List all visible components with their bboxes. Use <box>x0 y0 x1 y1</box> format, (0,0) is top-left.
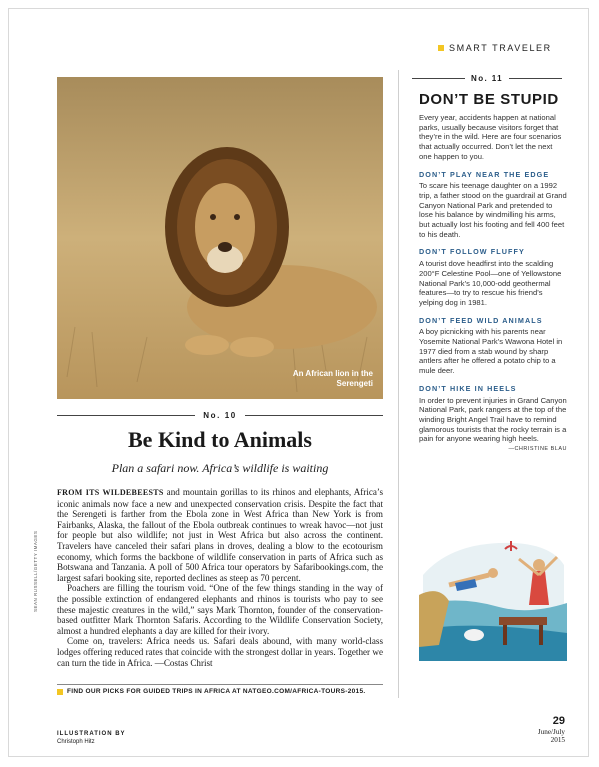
sidebar-heading-1: DON’T PLAY NEAR THE EDGE <box>419 169 550 179</box>
article-title: Be Kind to Animals <box>128 427 312 452</box>
paragraph-3: Come on, travelers: Africa needs us. Safari deals abound, with many world-class lodges offering reduced rates that coincide with the strongest dollar in years. Together we can turn the tide in Africa. —Costas Christ <box>57 636 383 668</box>
sidebar-title: DON’T BE STUPID <box>419 91 559 108</box>
cartoon-illustration-art <box>419 535 567 661</box>
sidebar-intro: Every year, accidents happen at national parks, usually because visitors forget that they’re in the wild. Here are four scenarios that actually occurred. Don’t let the next one happen to you. <box>419 113 562 161</box>
sidebar-text-2: A tourist dove headfirst into the scalding 200°F Celestine Pool—one of Yellowstone National Park’s 10,000-odd geothermal features—to try to rescue his friend’s yelping dog in 1981. <box>419 259 562 307</box>
rule-right <box>509 78 562 79</box>
issue-year: 2015 <box>550 736 565 744</box>
sidebar-number: No. 11 <box>471 74 503 83</box>
sidebar-signature: —CHRISTINE BLAU <box>508 446 567 453</box>
sidebar-heading-2: DON’T FOLLOW FLUFFY <box>419 247 525 257</box>
paragraph-2: Poachers are filling the tourism void. “One of the few things standing in the way of the possible extinction of endangered elephants and rhinos is tourists who pay to see these majestic creatures in the wild,” says Mark Thornton, founder of the conservation-based outfitter Mark Thornton Safaris. According to the Wildlife Conservation Society, almost a hundred elephants a day are killed for their ivory. <box>57 583 383 636</box>
illustration-label: ILLUSTRATION BY <box>57 731 126 737</box>
paragraph-1-text: and mountain gorillas to its rhinos and elephants, Africa’s iconic animals now face a new and unexpected conservation crisis. Despite the fact that the Serengeti is farther from the Ebola zone in West Africa than New York is from Fairbanks, Alaska, the fallout of the Ebola outbreak continues to wreak havoc—not just for people but also wildlife; not just in West Africa but also across the continent. Travelers have canceled their safari plans in droves, dealing a blow to the ecotourism economy, which forms the backbone of wildlife conservation in parts of Africa such as Botswana and Tanzania. A poll of 500 Africa tour operators by Safaribookings.com, the largest safari booking site, reported declines as steep as 70 percent. <box>57 487 383 583</box>
lion-illustration <box>57 77 383 399</box>
sidebar-text-3: A boy picnicking with his parents near Yosemite National Park’s Wawona Hotel in 1977 died from a stab wound by sharp antlers after he offered a potato chip to a mule deer. <box>419 327 563 376</box>
column-divider <box>398 70 399 698</box>
article-subtitle: Plan a safari now. Africa’s wildlife is waiting <box>111 461 329 475</box>
illustration-credit <box>57 730 126 746</box>
sidebar-heading-3: DON’T FEED WILD ANIMALS <box>419 315 543 325</box>
article-body <box>57 487 383 668</box>
sidebar-text-4: In order to prevent injuries in Grand Canyon National Park, park rangers at the top of the winding Bright Angel Trail have to remind glamorous tourists that the rocky terrain is a pain for anyone wearing high heels. <box>419 395 567 444</box>
sidebar-column <box>419 113 567 455</box>
folio <box>538 717 565 745</box>
sidebar-number-row <box>412 74 562 83</box>
lead-in: FROM ITS WILDEBEESTS <box>57 488 164 497</box>
illustrator-name: Christoph Hitz <box>57 739 95 745</box>
rule-right <box>245 415 383 416</box>
yellow-square-icon <box>57 689 63 695</box>
article-number-row <box>57 411 383 420</box>
lion-photo <box>57 77 383 399</box>
section-label <box>438 43 552 53</box>
issue-month: June/July <box>537 727 565 736</box>
paragraph-1 <box>57 487 383 583</box>
sidebar-text-1: To scare his teenage daughter on a 1992 trip, a father stood on the guardrail at Grand Canyon National Park and pretended to lose his balance by windmilling his arms, but actually lost his footing and fell 400 feet to his death. <box>419 181 567 239</box>
photo-credit: SEAN RUSSELL/GETTY IMAGES <box>33 530 38 612</box>
footer-link-text[interactable]: FIND OUR PICKS FOR GUIDED TRIPS IN AFRICA AT NATGEO.COM/AFRICA-TOURS-2015. <box>67 688 366 695</box>
cartoon-illustration <box>419 535 567 661</box>
yellow-square-icon <box>438 45 444 51</box>
article-footer-link[interactable] <box>57 684 383 695</box>
photo-caption: An African lion in the Serengeti <box>292 369 373 388</box>
sidebar-heading-4: DON’T HIKE IN HEELS <box>419 383 517 393</box>
article-number: No. 10 <box>203 411 237 420</box>
page-number: 29 <box>552 715 565 727</box>
rule-left <box>57 415 195 416</box>
rule-left <box>412 78 465 79</box>
section-label-text: SMART TRAVELER <box>449 43 552 53</box>
